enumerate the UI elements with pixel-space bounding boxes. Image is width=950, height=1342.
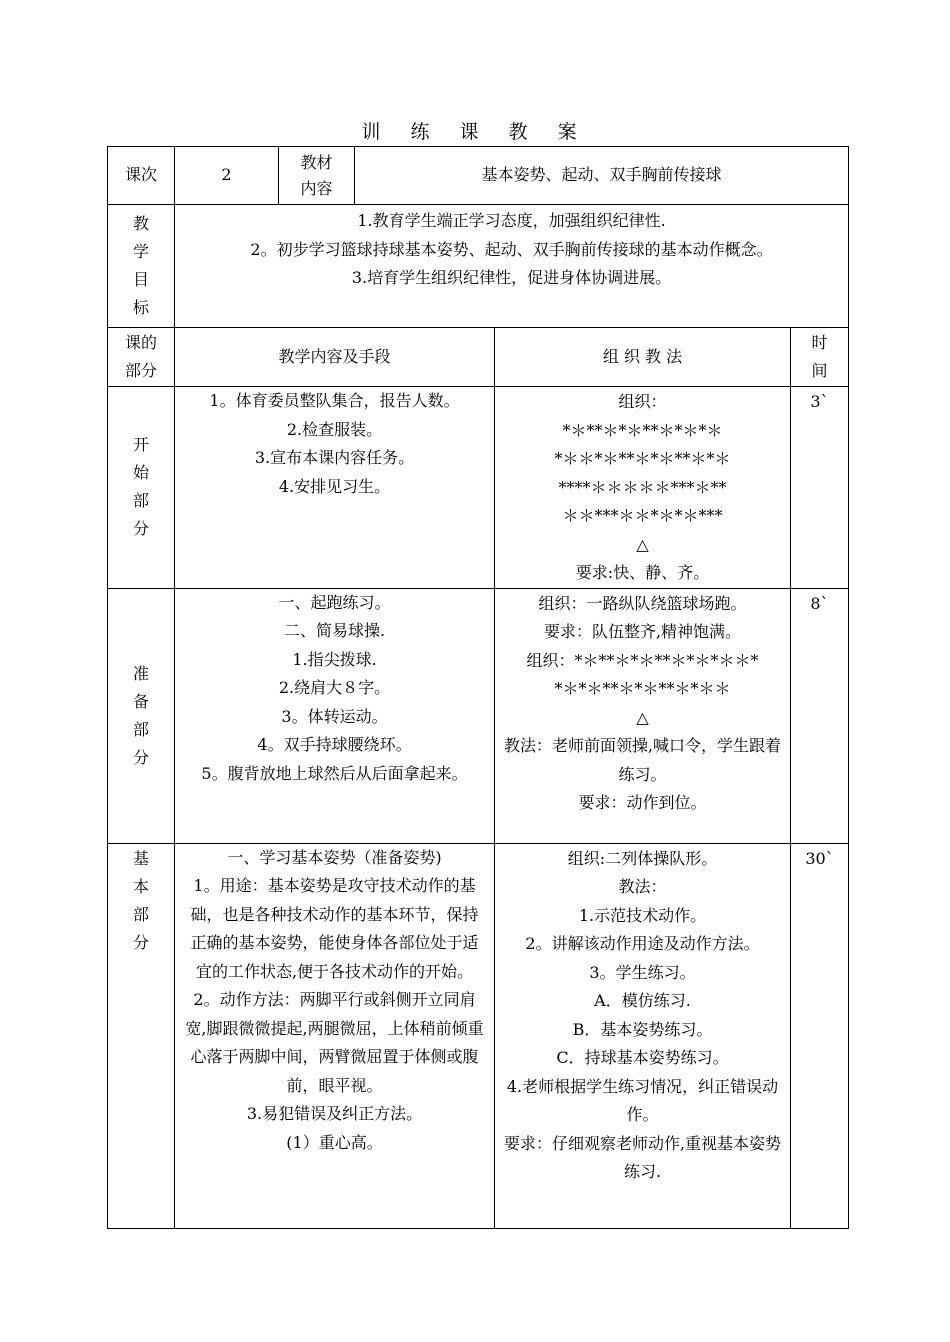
formation-row: *＊*＊**＊*＊**＊*＊＊: [554, 679, 731, 698]
section-content-start: 1。体育委员整队集合，报告人数。 2.检查服装。 3.宣布本课内容任务。 4.安排见习生。: [175, 387, 495, 589]
goal-line: 3.培育学生组织纪律性，促进身体协调进展。: [351, 268, 672, 287]
column-content: 教学内容及手段: [175, 328, 495, 387]
material-value: 基本姿势、起动、双手胸前传接球: [355, 147, 849, 205]
section-label-basic: 基 本 部 分: [108, 843, 175, 1228]
section-method-start: 组织： *＊**＊*＊**＊*＊*＊ *＊＊*＊**＊*＊**＊*＊ ****＊＊＊＊＊***＊** ＊＊***＊＊*＊*＊*** △ 要求:快、静、齐。: [495, 387, 791, 589]
teacher-triangle-icon: △: [636, 707, 649, 727]
section-label-start: 开 始 部 分: [108, 387, 175, 589]
column-part: 课的 部分: [108, 328, 175, 387]
section-method-basic: 组织:二列体操队形。 教法： 1.示范技术动作。 2。讲解该动作用途及动作方法。 3。学生练习。 A．模仿练习. B．基本姿势练习。 C．持球基本姿势练习。 4.老师根据学生练习情况，纠正错误动作。 要求：仔细观察老师动作,重视基本姿势练习.: [495, 843, 791, 1228]
section-content-basic: 一、学习基本姿势（准备姿势) 1。用途：基本姿势是攻守技术动作的基础，也是各种技术动作的基本环节，保持正确的基本姿势，能使身体各部位处于适宜的工作状态,便于各技术动作的开始。 2。动作方法：两脚平行或斜侧开立同肩宽,脚跟微微提起,两腿微屈，上体稍前倾重心落于两脚中间，两臂微屈置于体侧或腹前，眼平视。 3.易犯错误及纠正方法。 (1）重心高。: [175, 843, 495, 1228]
goal-line: 1.教育学生端正学习态度，加强组织纪律性.: [357, 211, 666, 230]
section-row-start: [108, 387, 849, 589]
column-header-row: [108, 328, 849, 387]
formation-row: *＊**＊*＊**＊*＊*＊: [562, 420, 723, 440]
section-time-prep: 8`: [791, 588, 849, 843]
section-content-prep: 一、起跑练习。 二、简易球操. 1.指尖拨球. 2.绕肩大８字。 3。体转运动。 4。双手持球腰绕环。 5。腹背放地上球然后从后面拿起来。: [175, 588, 495, 843]
section-time-start: 3`: [791, 387, 849, 589]
header-row: [108, 147, 849, 205]
formation-row: ＊＊***＊＊*＊*＊***: [562, 506, 723, 525]
goals-row: [108, 205, 849, 328]
formation-row: ****＊＊＊＊＊***＊**: [558, 477, 727, 497]
column-time: 时 间: [791, 328, 849, 387]
section-row-basic: [108, 843, 849, 1228]
section-row-prep: [108, 588, 849, 843]
goals-label: 教 学 目 标: [108, 205, 175, 328]
material-label: 教材 内容: [279, 147, 355, 205]
lesson-plan-table: [107, 146, 849, 1229]
section-label-prep: 准 备 部 分: [108, 588, 175, 843]
formation-row: 组织：*＊**＊*＊**＊*＊*＊＊*: [526, 650, 759, 670]
goals-content: [175, 205, 849, 328]
section-method-prep: 组织：一路纵队绕篮球场跑。 要求：队伍整齐,精神饱满。 组织：*＊**＊*＊**＊*＊*＊＊* *＊*＊**＊*＊**＊*＊＊ △ 教法：老师前面领操,喊口令，学生跟着练习。 要求：动作到位。: [495, 588, 791, 843]
page-title: 训 练 课 教 案: [361, 121, 589, 143]
formation-row: *＊＊*＊**＊*＊**＊*＊: [554, 449, 731, 468]
column-method: 组 织 教 法: [495, 328, 791, 387]
section-time-basic: 30`: [791, 843, 849, 1228]
lesson-value: 2: [175, 147, 279, 205]
lesson-label: 课次: [108, 147, 175, 205]
goal-line: 2。初步学习篮球持球基本姿势、起动、双手胸前传接球的基本动作概念。: [250, 239, 773, 259]
teacher-triangle-icon: △: [636, 534, 649, 554]
